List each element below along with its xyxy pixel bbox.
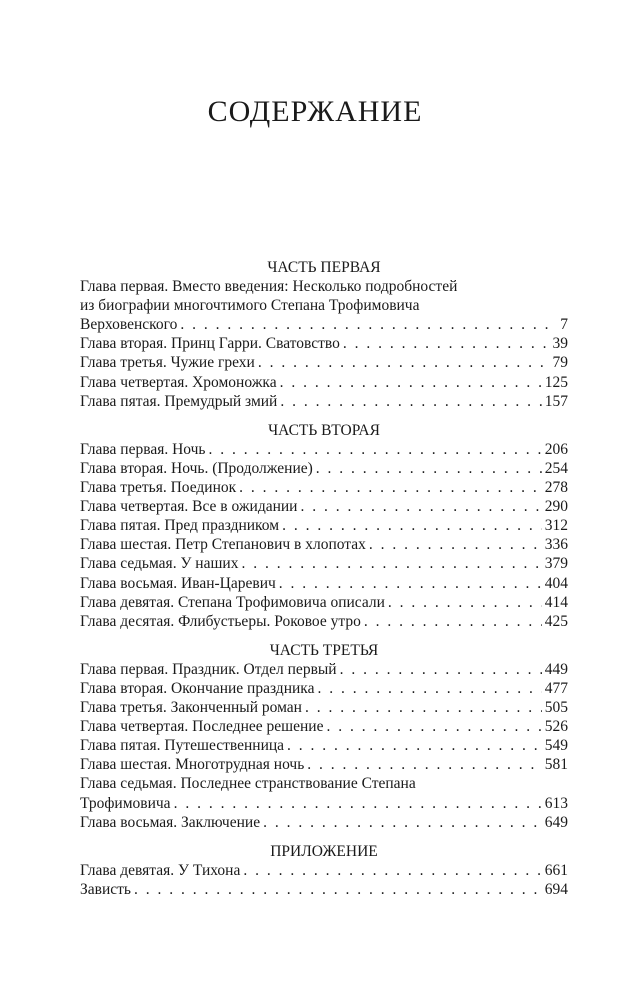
toc-entry-row — [80, 880, 568, 899]
toc-entry-label: Глава вторая. Окончание праздника — [80, 679, 315, 697]
toc-entry[interactable] — [80, 736, 568, 755]
toc-entry-label: Глава восьмая. Иван-Царевич — [80, 574, 276, 592]
toc-entry[interactable] — [80, 353, 568, 372]
toc-entry-label: Глава третья. Чужие грехи — [80, 354, 255, 372]
toc-entry-label: Глава первая. Ночь — [80, 440, 206, 458]
toc-entry-label: Трофимовича — [80, 794, 171, 812]
toc-page-number: 39 — [552, 335, 568, 353]
toc-entry-row — [80, 353, 568, 372]
toc-entry-row — [80, 717, 568, 736]
leader-dots — [258, 353, 550, 372]
toc-entry[interactable] — [80, 497, 568, 516]
leader-dots — [364, 612, 542, 631]
leader-dots — [369, 535, 542, 554]
toc-entry-label: Глава шестая. Многотрудная ночь — [80, 756, 305, 774]
toc-entry[interactable] — [80, 679, 568, 698]
toc-entry[interactable] — [80, 880, 568, 899]
toc-page-number: 414 — [544, 593, 568, 611]
toc-entry-label: Глава четвертая. Все в ожидании — [80, 498, 298, 516]
toc-entry[interactable] — [80, 574, 568, 593]
toc-entry-row — [80, 315, 568, 334]
part-spacer — [80, 411, 568, 421]
part-spacer — [80, 832, 568, 842]
toc-entry-row — [80, 392, 568, 411]
toc-entry[interactable] — [80, 755, 568, 774]
toc-entry-label: Глава четвертая. Последнее решение — [80, 718, 324, 736]
toc-entry-row — [80, 554, 568, 573]
toc-entry-label: Глава вторая. Принц Гарри. Сватовство — [80, 335, 340, 353]
toc-entry-row — [80, 679, 568, 698]
leader-dots — [317, 679, 541, 698]
toc-entry-row — [80, 593, 568, 612]
toc-entry-line: Глава седьмая. Последнее странствование Степана — [80, 775, 416, 793]
toc-page-number: 581 — [544, 756, 568, 774]
part-heading: ЧАСТЬ ТРЕТЬЯ — [269, 641, 379, 659]
toc-page-number: 336 — [544, 536, 568, 554]
toc-page-number: 694 — [544, 880, 568, 898]
toc-part — [80, 641, 568, 832]
toc-entry-row — [80, 516, 568, 535]
leader-dots — [300, 497, 541, 516]
toc-page-number: 505 — [544, 699, 568, 717]
toc-entry-row — [80, 794, 568, 813]
page-title: СОДЕРЖАНИЕ — [207, 95, 423, 128]
toc-part — [80, 258, 568, 411]
toc-entry-label: Глава третья. Законченный роман — [80, 699, 302, 717]
toc-page-number: 404 — [544, 574, 568, 592]
toc-page-number: 254 — [544, 459, 568, 477]
toc-entry-label: Глава девятая. Степана Трофимовича описали — [80, 593, 385, 611]
toc-entry[interactable] — [80, 277, 568, 334]
leader-dots — [282, 516, 542, 535]
leader-dots — [280, 392, 541, 411]
toc-entry[interactable] — [80, 813, 568, 832]
leader-dots — [174, 794, 542, 813]
toc-entry-row — [80, 497, 568, 516]
toc-entry-label: Глава десятая. Флибустьеры. Роковое утро — [80, 612, 361, 630]
leader-dots — [241, 554, 541, 573]
toc-entry[interactable] — [80, 392, 568, 411]
toc-page-number: 526 — [544, 718, 568, 736]
toc-entry-row — [80, 574, 568, 593]
leader-dots — [208, 440, 541, 459]
toc-entry-row — [80, 861, 568, 880]
toc-entry-label: Глава восьмая. Заключение — [80, 813, 261, 831]
leader-dots — [287, 736, 542, 755]
toc-entry-label: Зависть — [80, 880, 131, 898]
toc-entry[interactable] — [80, 774, 568, 812]
toc-entry-label: Глава вторая. Ночь. (Продолжение) — [80, 459, 313, 477]
part-heading: ПРИЛОЖЕНИЕ — [270, 842, 378, 860]
toc-entry-label: Глава пятая. Премудрый змий — [80, 392, 278, 410]
toc-entry[interactable] — [80, 440, 568, 459]
toc-entry-row — [80, 612, 568, 631]
toc-part — [80, 421, 568, 631]
table-of-contents — [80, 258, 568, 899]
toc-entry[interactable] — [80, 660, 568, 679]
toc-entry-row — [80, 334, 568, 353]
toc-page-number: 125 — [544, 373, 568, 391]
toc-entry-label: Глава пятая. Пред праздником — [80, 517, 280, 535]
toc-entry-row — [80, 478, 568, 497]
toc-page-number: 425 — [544, 612, 568, 630]
toc-page-number: 661 — [544, 861, 568, 879]
toc-page-number: 79 — [552, 354, 568, 372]
toc-entry-label: Глава первая. Праздник. Отдел первый — [80, 660, 337, 678]
toc-entry-label: Глава девятая. У Тихона — [80, 861, 241, 879]
leader-dots — [340, 660, 542, 679]
toc-entry[interactable] — [80, 554, 568, 573]
toc-entry[interactable] — [80, 478, 568, 497]
toc-page-number: 613 — [544, 794, 568, 812]
leader-dots — [305, 698, 542, 717]
toc-part — [80, 842, 568, 899]
toc-entry-label: Глава третья. Поединок — [80, 479, 237, 497]
toc-entry-line: Глава первая. Вместо введения: Несколько подробностей — [80, 278, 458, 296]
toc-page-number: 477 — [544, 679, 568, 697]
toc-page-number: 7 — [560, 316, 568, 334]
part-heading: ЧАСТЬ ВТОРАЯ — [268, 421, 380, 439]
toc-entry-row — [80, 755, 568, 774]
toc-page-number: 649 — [544, 813, 568, 831]
toc-entry-row — [80, 813, 568, 832]
toc-page-number: 157 — [544, 392, 568, 410]
toc-entry-label: Глава шестая. Петр Степанович в хлопотах — [80, 536, 366, 554]
toc-entry[interactable] — [80, 334, 568, 353]
toc-entry[interactable] — [80, 535, 568, 554]
leader-dots — [307, 755, 541, 774]
toc-entry[interactable] — [80, 698, 568, 717]
toc-entry-label: Верховенского — [80, 316, 178, 334]
leader-dots — [326, 717, 541, 736]
toc-entry[interactable] — [80, 459, 568, 478]
toc-page-number: 312 — [544, 517, 568, 535]
toc-page-number: 278 — [544, 479, 568, 497]
leader-dots — [279, 574, 542, 593]
toc-entry[interactable] — [80, 516, 568, 535]
toc-page-number: 206 — [544, 440, 568, 458]
toc-entry-line: из биографии многочтимого Степана Трофимовича — [80, 297, 420, 315]
toc-entry-row — [80, 535, 568, 554]
leader-dots — [388, 593, 542, 612]
leader-dots — [243, 861, 541, 880]
leader-dots — [343, 334, 550, 353]
toc-page-number: 549 — [544, 737, 568, 755]
toc-entry-row — [80, 736, 568, 755]
toc-entry[interactable] — [80, 861, 568, 880]
toc-entry[interactable] — [80, 717, 568, 736]
leader-dots — [134, 880, 542, 899]
toc-page-number: 449 — [544, 660, 568, 678]
toc-page-number: 379 — [544, 555, 568, 573]
toc-entry-label: Глава пятая. Путешественница — [80, 737, 285, 755]
part-spacer — [80, 631, 568, 641]
toc-entry-row — [80, 660, 568, 679]
toc-entry-row — [80, 698, 568, 717]
toc-entry-label: Глава седьмая. У наших — [80, 555, 239, 573]
leader-dots — [239, 478, 542, 497]
toc-entry-row — [80, 440, 568, 459]
toc-entry[interactable] — [80, 373, 568, 392]
part-heading: ЧАСТЬ ПЕРВАЯ — [267, 259, 381, 276]
toc-entry-row — [80, 459, 568, 478]
leader-dots — [280, 373, 542, 392]
leader-dots — [316, 459, 542, 478]
toc-entry-row — [80, 373, 568, 392]
leader-dots — [180, 315, 557, 334]
leader-dots — [263, 813, 542, 832]
toc-entry[interactable] — [80, 593, 568, 612]
toc-page-number: 290 — [544, 498, 568, 516]
toc-entry[interactable] — [80, 612, 568, 631]
toc-entry-label: Глава четвертая. Хромоножка — [80, 373, 277, 391]
